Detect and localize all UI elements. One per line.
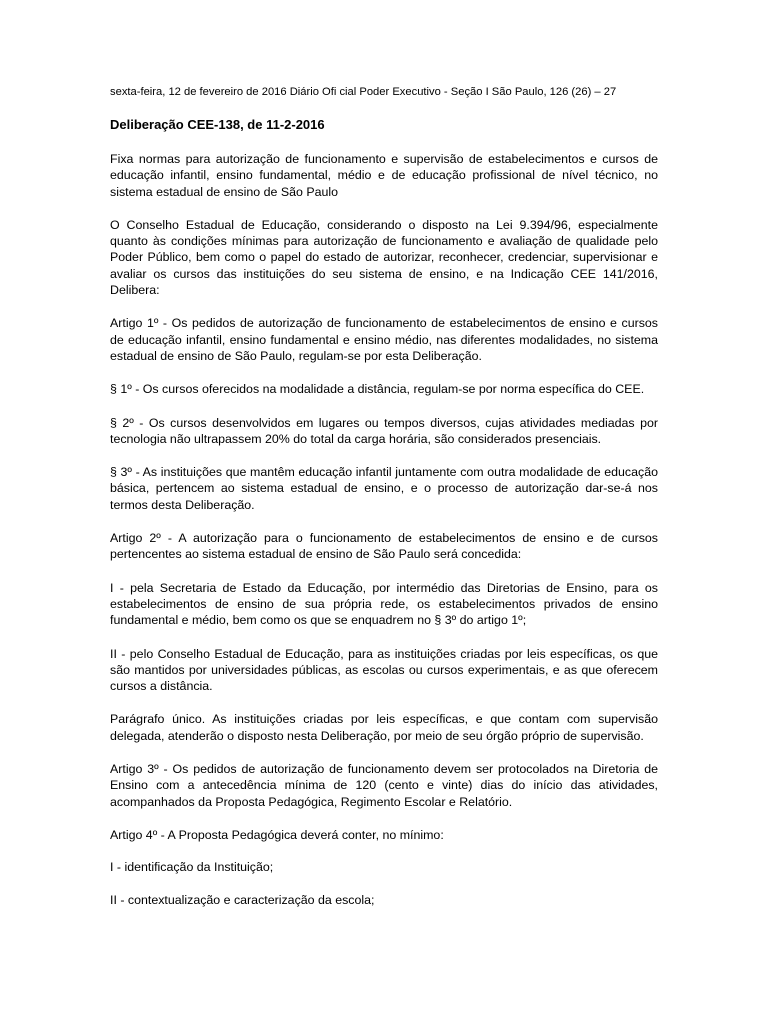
deliberation-title: Deliberação CEE-138, de 11-2-2016 <box>110 117 325 132</box>
article-1-paragraph-1: § 1º - Os cursos oferecidos na modalidade a distância, regulam-se por norma específica do CEE. <box>110 382 645 397</box>
article-2: Artigo 2º - A autorização para o funcionamento de estabelecimentos de ensino e de cursos pertencentes ao sistema estadual de ensino de São Paulo será concedida: <box>110 531 658 562</box>
ementa-paragraph: Fixa normas para autorização de funcionamento e supervisão de estabelecimentos e cursos de educação infantil, ensino fundamental, médio e de educação profissional de nível técnico, no sistema estadual de ensino de São Paulo <box>110 152 658 199</box>
article-1-paragraph-3: § 3º - As instituições que mantêm educação infantil juntamente com outra modalidade de educação básica, pertencem ao sistema estadual de ensino, e o processo de autorização dar-se-á nos termos desta Deliberação. <box>110 465 658 512</box>
article-2-sole-paragraph: Parágrafo único. As instituições criadas por leis específicas, e que contam com supervisão delegada, atenderão o disposto nesta Deliberação, por meio de seu órgão próprio de supervisão. <box>110 712 658 743</box>
article-3: Artigo 3º - Os pedidos de autorização de funcionamento devem ser protocolados na Diretoria de Ensino com a antecedência mínima de 120 (cento e vinte) dias do início das atividades, acompanhados da Proposta Pedagógica, Regimento Escolar e Relatório. <box>110 762 658 809</box>
article-1-paragraph-2: § 2º - Os cursos desenvolvidos em lugares ou tempos diversos, cujas atividades mediadas por tecnologia não ultrapassem 20% do total da carga horária, são considerados presenciais. <box>110 415 658 446</box>
article-4: Artigo 4º - A Proposta Pedagógica deverá conter, no mínimo: <box>110 827 444 842</box>
article-4-item-2: II - contextualização e caracterização da escola; <box>110 892 375 907</box>
preamble-paragraph: O Conselho Estadual de Educação, considerando o disposto na Lei 9.394/96, especialmente quanto às condições mínimas para autorização de funcionamento e avaliação de qualidade pelo Poder Público, bem como o papel do estado de autorizar, reconhecer, credenciar, supervisionar e avaliar os cursos das instituições do seu sistema de ensino, e na Indicação CEE 141/2016, Delibera: <box>110 217 658 298</box>
article-2-item-2: II - pelo Conselho Estadual de Educação, para as instituições criadas por leis específicas, os que são mantidos por universidades públicas, as escolas ou cursos experimentais, e as que oferecem cursos a distância. <box>110 646 658 694</box>
article-4-item-1: I - identificação da Instituição; <box>110 860 274 875</box>
article-1: Artigo 1º - Os pedidos de autorização de funcionamento de estabelecimentos de ensino e cursos de educação infantil, ensino fundamental e ensino médio, nas diferentes modalidades, no sistema estadual de ensino de São Paulo, regulam-se por esta Deliberação. <box>110 316 658 363</box>
gazette-header: sexta-feira, 12 de fevereiro de 2016 Diário Ofi cial Poder Executivo - Seção I São Paulo, 126 (26) – 27 <box>110 86 617 98</box>
article-2-item-1: I - pela Secretaria de Estado da Educação, por intermédio das Diretorias de Ensino, para os estabelecimentos de ensino de sua própria rede, os estabelecimentos privados de ensino fundamental e médio, bem como os que se enquadrem no § 3º do artigo 1º; <box>110 580 658 628</box>
